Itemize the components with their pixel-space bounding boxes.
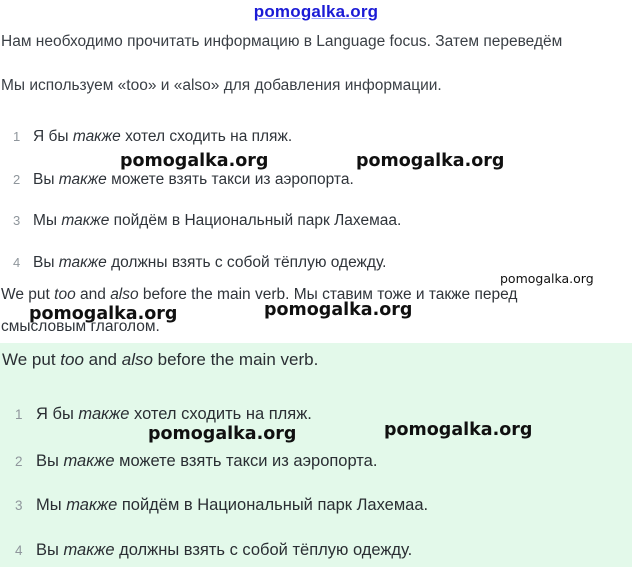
- watermark: pomogalka.org: [500, 271, 594, 286]
- panel-heading-text: and: [83, 350, 122, 369]
- panel-list-item: [15, 496, 428, 515]
- panel-list-item: [15, 452, 377, 471]
- list-item-emphasis: также: [58, 254, 107, 271]
- rule-emphasis-too: too: [54, 286, 76, 303]
- rule-line-1: [1, 286, 517, 304]
- panel-list-item: [15, 541, 412, 560]
- site-header-link[interactable]: pomogalka.org: [253, 2, 379, 21]
- panel-list-item-text-after: должны взять с собой тёплую одежду.: [114, 541, 413, 559]
- panel-heading-emphasis-also: also: [121, 350, 153, 369]
- rule-text: and: [75, 286, 111, 303]
- watermark: pomogalka.org: [264, 300, 413, 320]
- panel-list-item-text-before: Вы: [36, 541, 64, 559]
- panel-list-item-emphasis: также: [63, 541, 115, 559]
- panel-list-item-text-before: Мы: [36, 496, 67, 514]
- list-item-number: 1: [13, 129, 21, 144]
- panel-heading-text: before the main verb.: [152, 350, 319, 369]
- panel-list-item-number: 3: [15, 498, 23, 513]
- list-item-number: 4: [13, 255, 21, 270]
- intro-line-2: Мы используем «too» и «also» для добавления информации.: [1, 77, 442, 94]
- list-item: [13, 128, 292, 146]
- panel-list-item-text-before: Вы: [36, 452, 64, 470]
- panel-list-item-emphasis: также: [63, 452, 115, 470]
- list-item-text-before: Я бы: [33, 128, 73, 145]
- watermark: pomogalka.org: [356, 151, 505, 171]
- list-item-text-after: пойдём в Национальный парк Лахемаа.: [109, 212, 402, 229]
- watermark: pomogalka.org: [120, 151, 269, 171]
- panel-list-item-number: 2: [15, 454, 23, 469]
- list-item: [13, 254, 386, 272]
- panel-list-item-text-after: пойдём в Национальный парк Лахемаа.: [117, 496, 429, 514]
- panel-list-item-text-after: можете взять такси из аэропорта.: [114, 452, 378, 470]
- panel-heading-emphasis-too: too: [60, 350, 84, 369]
- list-item-text-before: Вы: [33, 171, 59, 188]
- rule-text: We put: [1, 286, 55, 303]
- list-item-number: 2: [13, 172, 21, 187]
- panel-heading-text: We put: [2, 350, 61, 369]
- rule-line-2: смысловым глаголом.: [1, 318, 160, 335]
- panel-list-item-text-after: хотел сходить на пляж.: [129, 405, 312, 423]
- panel-list-item-emphasis: также: [66, 496, 118, 514]
- list-item: [13, 171, 354, 189]
- list-item-text-before: Вы: [33, 254, 59, 271]
- list-item-emphasis: также: [61, 212, 110, 229]
- list-item-text-after: должны взять с собой тёплую одежду.: [106, 254, 387, 271]
- list-item-text-after: можете взять такси из аэропорта.: [106, 171, 354, 188]
- watermark: pomogalka.org: [148, 424, 297, 444]
- panel-list-item-number: 4: [15, 543, 23, 558]
- watermark: pomogalka.org: [29, 304, 178, 324]
- panel-list-item: [15, 405, 312, 424]
- intro-line-1: Нам необходимо прочитать информацию в Language focus. Затем переведём: [1, 33, 563, 50]
- watermark: pomogalka.org: [384, 420, 533, 440]
- list-item-emphasis: также: [72, 128, 121, 145]
- list-item: [13, 212, 401, 230]
- rule-emphasis-also: also: [110, 286, 139, 303]
- list-item-text-before: Мы: [33, 212, 62, 229]
- list-item-emphasis: также: [58, 171, 107, 188]
- list-item-number: 3: [13, 213, 21, 228]
- rule-text: before the main verb. Мы ставим тоже и также перед: [138, 286, 518, 303]
- panel-list-item-text-before: Я бы: [36, 405, 79, 423]
- panel-list-item-emphasis: также: [78, 405, 130, 423]
- list-item-text-after: хотел сходить на пляж.: [120, 128, 293, 145]
- panel-heading: [2, 350, 318, 370]
- panel-list-item-number: 1: [15, 407, 23, 422]
